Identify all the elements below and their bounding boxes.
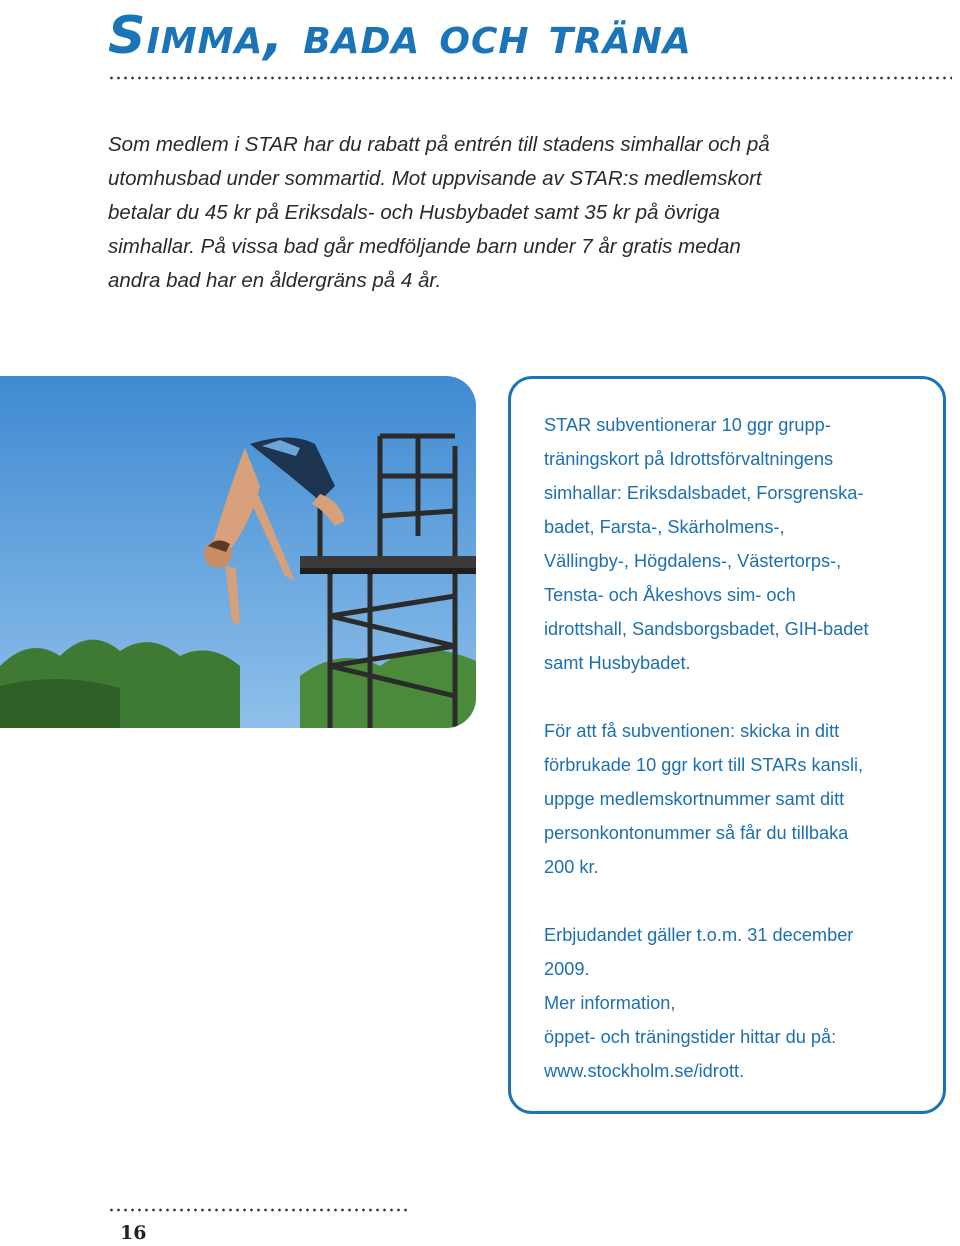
info-line: öppet- och träningstider hittar du på: [544,1027,837,1047]
info-line: simhallar: Eriksdalsbadet, Forsgrenska- [544,483,864,503]
dotted-divider-top [108,76,952,80]
info-line: 200 kr. [544,857,599,877]
info-line: Vällingby-, Högdalens-, Västertorps-, [544,551,842,571]
intro-paragraph [108,128,868,298]
info-line: samt Husbybadet. [544,653,691,673]
page-number: 16 [120,1222,147,1244]
info-line: idrottshall, Sandsborgsbadet, GIH-badet [544,619,869,639]
intro-line: simhallar. På vissa bad går medföljande barn under 7 år gratis medan [108,235,741,258]
info-line: personkontonummer så får du tillbaka [544,823,849,843]
intro-line: Som medlem i STAR har du rabatt på entrén till stadens simhallar och på [108,133,770,156]
intro-line: andra bad har en åldergräns på 4 år. [108,269,442,292]
subsidy-paragraph [544,408,934,680]
info-line: badet, Farsta-, Skärholmens-, [544,517,785,537]
how-to-paragraph [544,714,934,884]
offer-paragraph [544,918,934,1088]
page-title: Simma, bada och träna [108,6,692,66]
website-link[interactable]: www.stockholm.se/idrott. [544,1061,745,1081]
info-line: STAR subventionerar 10 ggr grupp- [544,415,831,435]
info-line: förbrukade 10 ggr kort till STARs kansli, [544,755,864,775]
info-line: För att få subventionen: skicka in ditt [544,721,840,741]
info-line: Tensta- och Åkeshovs sim- och [544,585,796,605]
intro-line: utomhusbad under sommartid. Mot uppvisande av STAR:s medlemskort [108,167,762,190]
info-line: Erbjudandet gäller t.o.m. 31 december [544,925,854,945]
info-box-text [544,408,934,1088]
intro-line: betalar du 45 kr på Eriksdals- och Husbybadet samt 35 kr på övriga [108,201,720,224]
dotted-divider-bottom [108,1208,410,1212]
info-line: träningskort på Idrottsförvaltningens [544,449,834,469]
diving-photo [0,376,476,728]
info-line: Mer information, [544,993,676,1013]
info-line: uppge medlemskortnummer samt ditt [544,789,845,809]
info-line: 2009. [544,959,590,979]
